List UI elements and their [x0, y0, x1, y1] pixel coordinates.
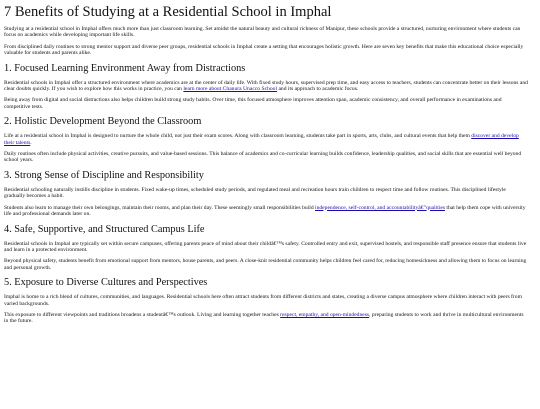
section-5-paragraph-1: Imphal is home to a rich blend of cultures, communities, and languages. Residential schools here often attract students from different districts and states, creating a diverse campus atmosphere where children interact with peers from varied backgrounds. [4, 294, 522, 307]
section-3-paragraph-2 [4, 205, 528, 218]
section-4-heading: 4. Safe, Supportive, and Structured Campus Life [4, 223, 205, 235]
section-1-paragraph-2: Being away from digital and social distractions also helps children build strong study habits. Over time, this focused atmosphere improves attention span, academic consistency, and overall performance in examinations and competitive tests. [4, 97, 502, 110]
section-3-text-end: that help them cope with university life and professional demands later on. [4, 204, 526, 218]
page-title: 7 Benefits of Studying at a Residential School in Imphal [4, 4, 332, 20]
section-2-text-end: . [30, 139, 32, 146]
section-4-paragraph-2: Beyond physical safety, students benefit from emotional support from mentors, house parents, and peers. A close-knit residential community helps children feel cared for, reducing homesickness and allowing them to focus on learning and personal growth. [4, 258, 527, 271]
section-5-text-end: , preparing students to work and thrive in multicultural environments in the future. [4, 311, 524, 325]
section-1-heading: 1. Focused Learning Environment Away from Distractions [4, 62, 246, 74]
section-4-paragraph-1: Residential schools in Imphal are typically set within secure campuses, offering parents peace of mind about their childâ€™s safety. Controlled entry and exit, supervised hostels, and responsible staff presence ensure that students live and learn in a protected environment. [4, 240, 527, 253]
section-2-paragraph-1 [4, 133, 528, 146]
section-2-text: Life at a residential school in Imphal is designed to nurture the whole child, not just their exam scores. Along with classroom learning, students take part in sports, arts, clubs, and cultural events that help them [4, 133, 472, 140]
respect-empathy-link[interactable]: respect, empathy, and open-mindedness [280, 311, 370, 318]
section-5-heading: 5. Exposure to Diverse Cultures and Perspectives [4, 277, 208, 289]
section-1-text: Residential schools in Imphal offer a structured environment where academics are at the center of daily life. With fixed study hours, supervised prep time, and easy access to teachers, students can concentrate better on their lessons and clear doubts quickly. If you wish to explore how this works in practice, you can [4, 79, 528, 93]
section-1-text-end: and its approach to academic focus. [277, 86, 359, 93]
intro-paragraph-1: Studying at a residential school in Imphal offers much more than just classroom learning. Set amidst the natural beauty and cultural richness of Manipur, these schools provide a structured, nurturing environment where students can focus on academics while developing important life skills. [4, 26, 521, 39]
section-1-paragraph-1 [4, 80, 528, 93]
section-3-text: Students also learn to manage their own belongings, maintain their rooms, and plan their day. These seemingly small responsibilities build [4, 204, 316, 211]
article [0, 4, 532, 325]
section-3-paragraph-1: Residential schooling naturally instills discipline in students. Fixed wake-up times, scheduled study periods, and regulated meal and recreation hours train children to respect time and follow routines. This disciplined lifestyle gradually becomes a habit. [4, 186, 506, 200]
section-5-text: This exposure to different viewpoints and traditions broadens a studentâ€™s outlook. Living and learning together teaches [4, 311, 281, 318]
learn-more-school-link[interactable]: learn more about Chanura Unacco School [183, 86, 278, 93]
section-5-paragraph-2 [4, 312, 528, 325]
section-2-paragraph-2: Daily routines often include physical activities, creative pursuits, and value-based sessions. This balance of academics and co-curricular learning builds confidence, leadership qualities, and social skills that are essential well beyond school years. [4, 151, 522, 164]
section-3-heading: 3. Strong Sense of Discipline and Responsibility [4, 169, 204, 181]
intro-paragraph-2: From disciplined daily routines to strong mentor support and diverse peer groups, residential schools in Imphal create a setting that encourages holistic growth. Here are seven key benefits that make this educational choice especially valuable for students and parents alike. [4, 43, 524, 57]
independence-link[interactable]: independence, self-control, and accountabilityâ€”qualities [315, 204, 446, 211]
discover-talents-link[interactable]: discover and develop their talents [4, 133, 519, 146]
section-2-heading: 2. Holistic Development Beyond the Classroom [4, 116, 202, 128]
